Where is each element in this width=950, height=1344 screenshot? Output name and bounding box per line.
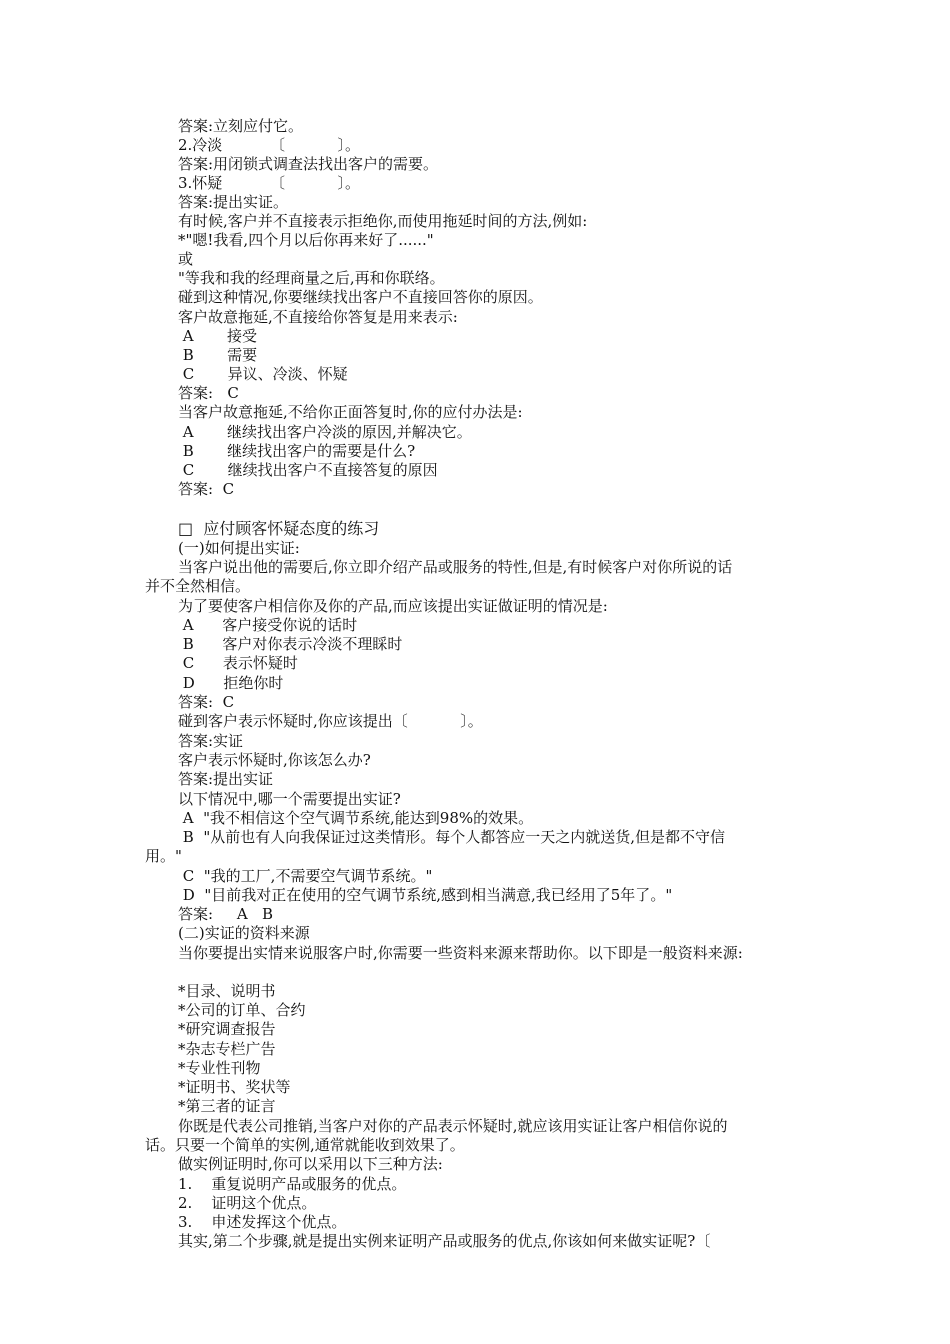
text-line: 3.怀疑 〔 〕。	[178, 174, 360, 192]
text-line: 其实,第二个步骤,就是提出实例来证明产品或服务的优点,你该如何来做实证呢?〔	[178, 1232, 711, 1250]
text-line: 话。只要一个简单的实例,通常就能收到效果了。	[145, 1136, 465, 1154]
list-item: 1. 重复说明产品或服务的优点。	[178, 1175, 407, 1193]
list-item: 2. 证明这个优点。	[178, 1194, 317, 1212]
text-line: 2.冷淡 〔 〕。	[178, 136, 360, 154]
answer-line: 答案: C	[178, 480, 235, 498]
option-line: A 继续找出客户冷淡的原因,并解决它。	[178, 423, 472, 441]
option-line: C 异议、冷淡、怀疑	[178, 365, 348, 383]
text-line: 你既是代表公司推销,当客户对你的产品表示怀疑时,就应该用实证让客户相信你说的	[178, 1117, 728, 1135]
option-line: C "我的工厂,不需要空气调节系统。"	[178, 867, 433, 885]
list-item: *第三者的证言	[178, 1097, 276, 1115]
option-line: D "目前我对正在使用的空气调节系统,感到相当满意,我已经用了5年了。"	[178, 886, 673, 904]
text-line: 做实例证明时,你可以采用以下三种方法:	[178, 1155, 443, 1173]
option-line: B 客户对你表示冷淡不理睬时	[178, 635, 403, 653]
option-line: B 需要	[178, 346, 258, 364]
list-item: *杂志专栏广告	[178, 1040, 276, 1058]
option-line: C 表示怀疑时	[178, 654, 298, 672]
list-item: *证明书、奖状等	[178, 1078, 291, 1096]
text-line: 为了要使客户相信你及你的产品,而应该提出实证做证明的情况是:	[178, 597, 608, 615]
text-line: 有时候,客户并不直接表示拒绝你,而使用拖延时间的方法,例如:	[178, 212, 588, 230]
text-line: 答案:立刻应付它。	[178, 117, 304, 135]
text-line: "等我和我的经理商量之后,再和你联络。	[178, 269, 445, 287]
subheading: (一)如何提出实证:	[178, 539, 300, 557]
text-line: 用。"	[145, 847, 182, 865]
list-item: *研究调查报告	[178, 1020, 276, 1038]
text-line: 以下情况中,哪一个需要提出实证?	[178, 790, 401, 808]
text-line: 当你要提出实情来说服客户时,你需要一些资料来源来帮助你。以下即是一般资料来源:	[178, 944, 743, 962]
text-line: 答案:用闭锁式调查法找出客户的需要。	[178, 155, 439, 173]
option-line: B "从前也有人向我保证过这类情形。每个人都答应一天之内就送货,但是都不守信	[178, 828, 725, 846]
list-item: *专业性刊物	[178, 1059, 261, 1077]
answer-line: 答案: A B	[178, 905, 274, 923]
text-line: 碰到这种情况,你要继续找出客户不直接回答你的原因。	[178, 288, 543, 306]
option-line: D 拒绝你时	[178, 674, 284, 692]
option-line: C 继续找出客户不直接答复的原因	[178, 461, 438, 479]
section-heading: □ 应付顾客怀疑态度的练习	[178, 519, 380, 538]
text-line: *"嗯!我看,四个月以后你再来好了......"	[178, 231, 434, 249]
text-line: 当客户说出他的需要后,你立即介绍产品或服务的特性,但是,有时候客户对你所说的话	[178, 558, 733, 576]
text-line: 客户故意拖延,不直接给你答复是用来表示:	[178, 308, 458, 326]
answer-line: 答案: C	[178, 384, 239, 402]
list-item: *目录、说明书	[178, 982, 276, 1000]
option-line: A 接受	[178, 327, 257, 345]
option-line: B 继续找出客户的需要是什么?	[178, 442, 416, 460]
text-line: 或	[178, 250, 194, 268]
subheading: (二)实证的资料来源	[178, 924, 310, 942]
text-line: 客户表示怀疑时,你该怎么办?	[178, 751, 371, 769]
option-line: A "我不相信这个空气调节系统,能达到98%的效果。	[178, 809, 534, 827]
list-item: 3. 申述发挥这个优点。	[178, 1213, 347, 1231]
text-line: 当客户故意拖延,不给你正面答复时,你的应付办法是:	[178, 403, 523, 421]
answer-line: 答案:提出实证	[178, 770, 274, 788]
text-line: 答案:提出实证。	[178, 193, 289, 211]
option-line: A 客户接受你说的话时	[178, 616, 358, 634]
answer-line: 答案:实证	[178, 732, 244, 750]
answer-line: 答案: C	[178, 693, 235, 711]
text-line: 碰到客户表示怀疑时,你应该提出〔 〕。	[178, 712, 483, 730]
text-line: 并不全然相信。	[145, 577, 251, 595]
list-item: *公司的订单、合约	[178, 1001, 306, 1019]
